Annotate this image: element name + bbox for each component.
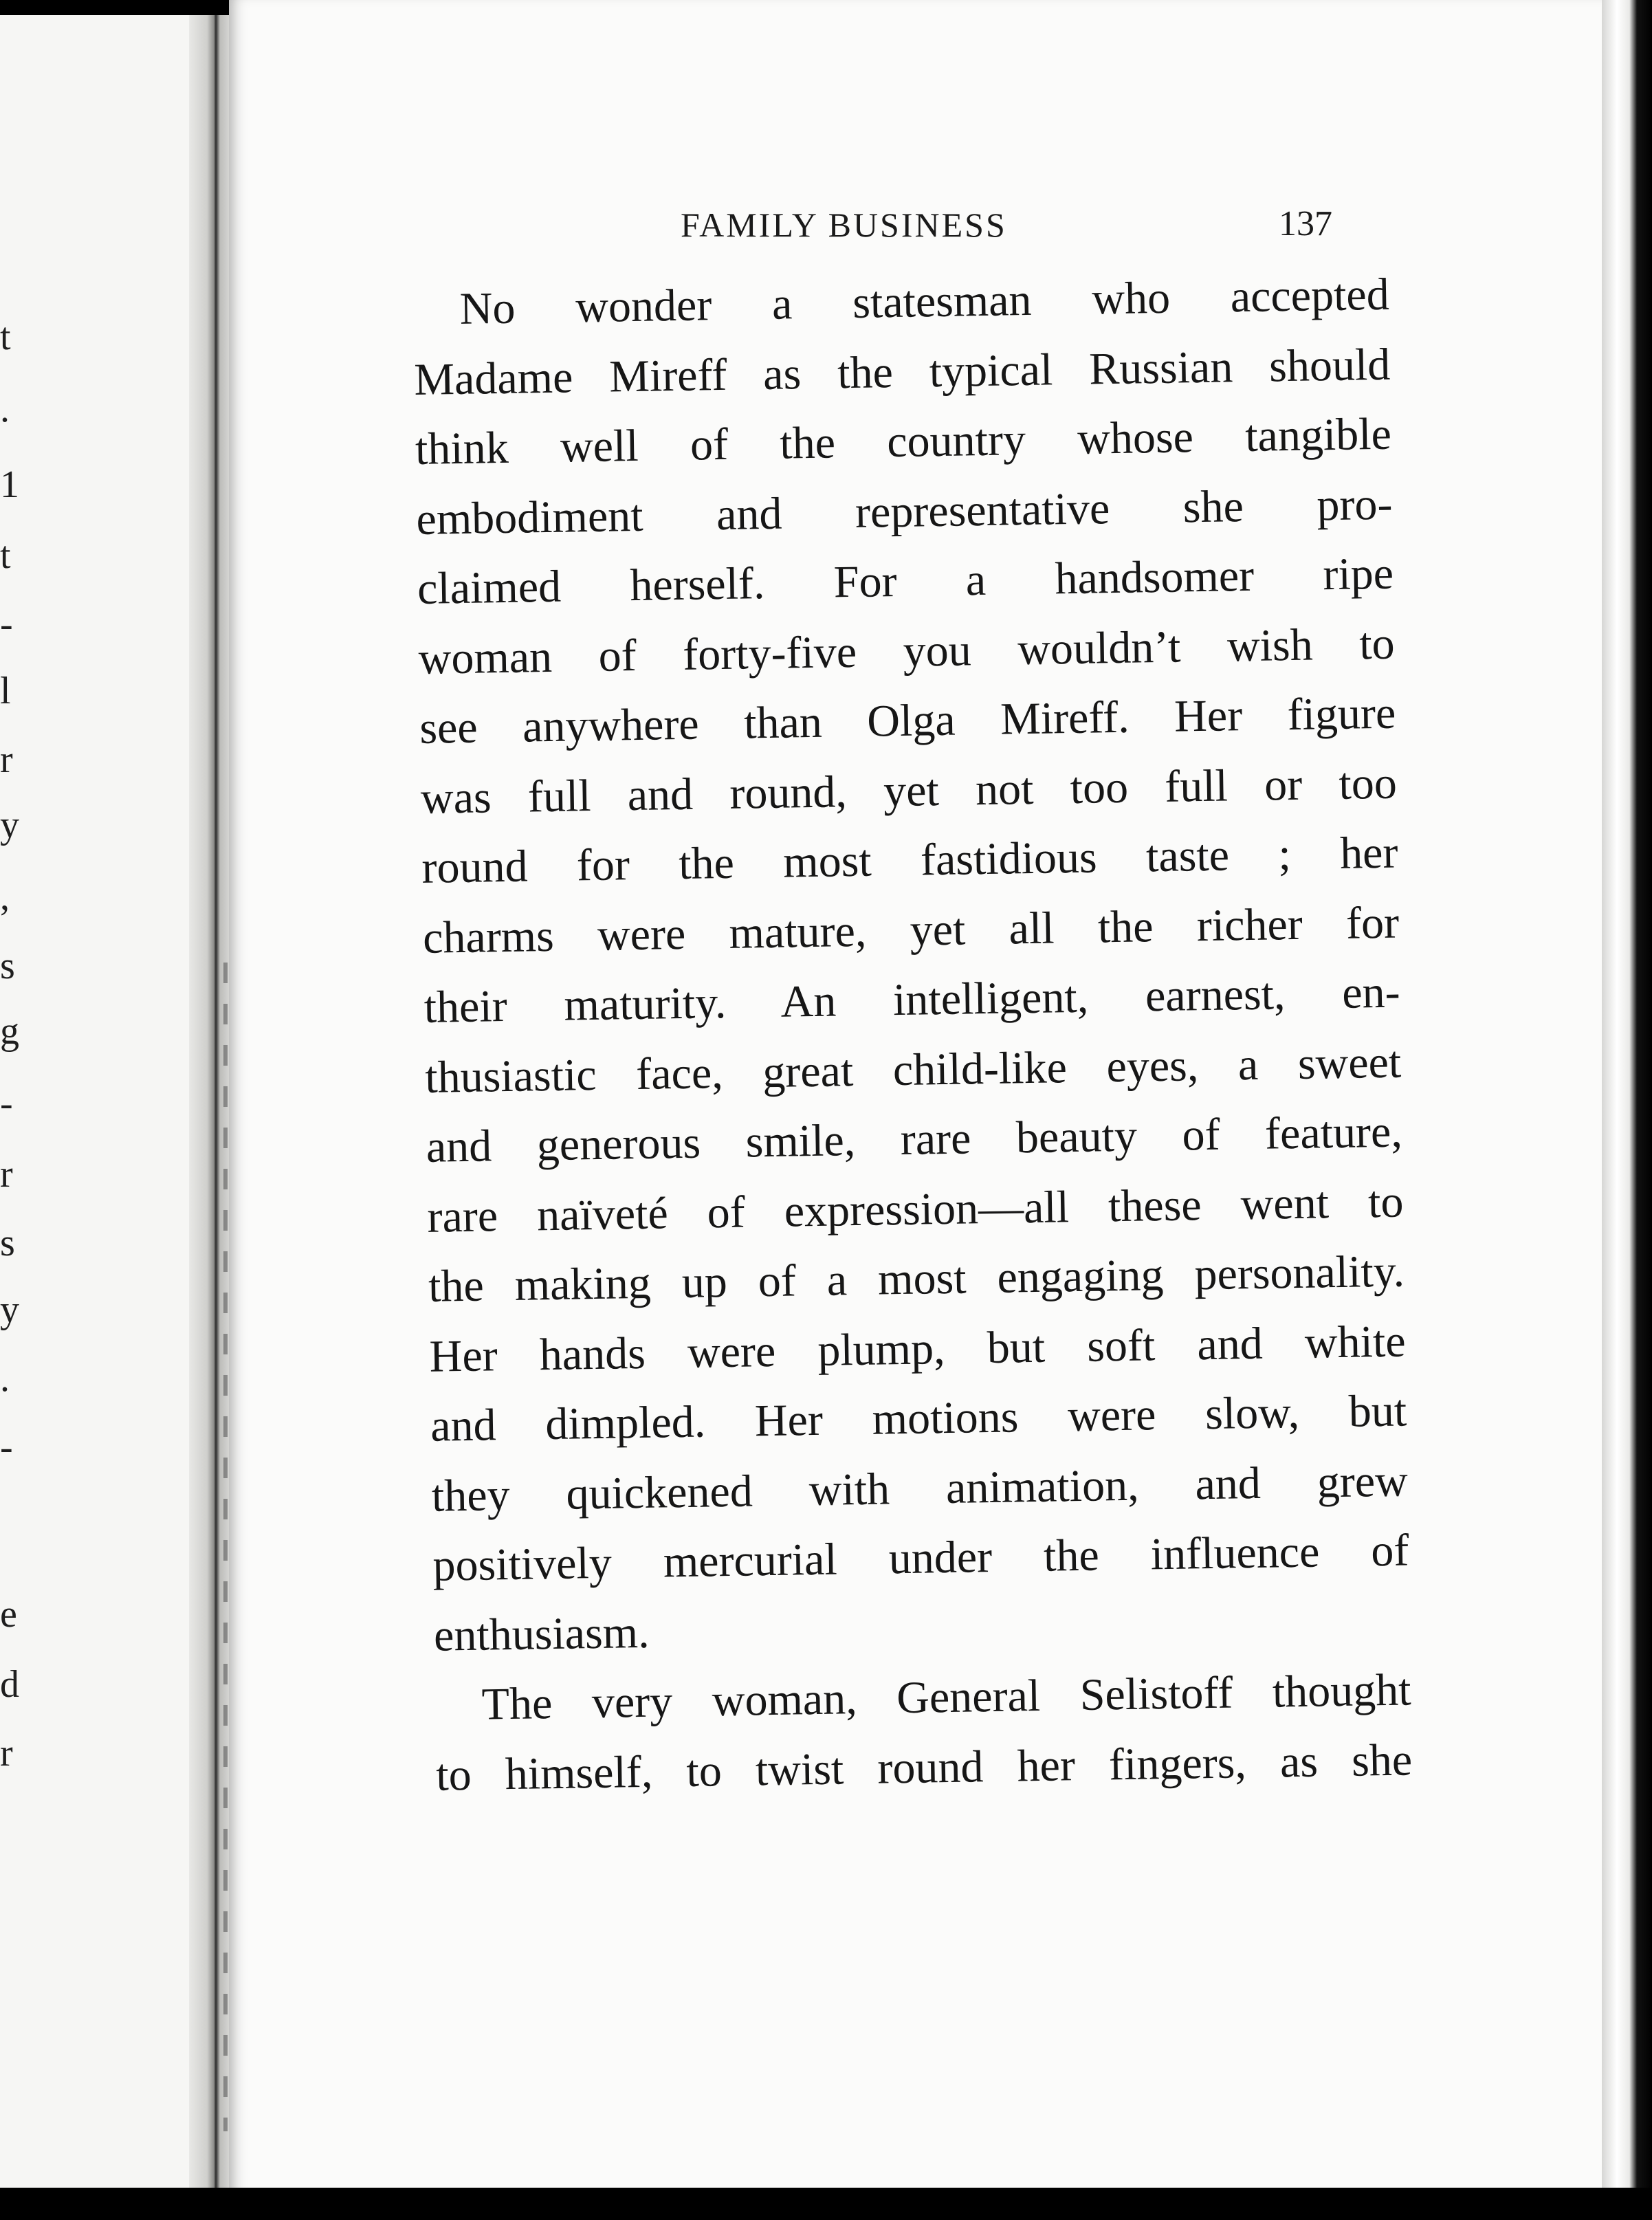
text-line: embodiment and representative she pro-	[416, 479, 1393, 545]
text-line: round for the most fastidious taste ; her	[421, 827, 1398, 893]
text-line: thusiastic face, great child-like eyes, a sweet	[424, 1037, 1402, 1103]
left-page-edge-char: y	[0, 1288, 19, 1331]
text-line: positively mercurial under the influence of	[432, 1525, 1409, 1591]
text-line: see anywhere than Olga Mireff. Her figure	[419, 688, 1396, 754]
text-line: their maturity. An intelligent, earnest, en-	[423, 967, 1401, 1033]
text-line: claimed herself. For a handsomer ripe	[417, 548, 1394, 614]
left-page-edge-char: g	[0, 1010, 19, 1053]
left-page-edge-char: s	[0, 1222, 15, 1264]
left-page-edge-char: l	[0, 670, 11, 712]
left-page-edge-char: y	[0, 804, 19, 846]
text-line: The very woman, General Selistoff thought	[481, 1664, 1412, 1730]
left-page-edge-char: t	[0, 316, 11, 358]
text-line: charms were mature, yet all the richer for	[422, 897, 1400, 963]
left-page-edge-char: 1	[0, 463, 19, 506]
body-text	[412, 260, 1413, 1810]
page-number: 137	[1279, 204, 1332, 243]
text-line: Madame Mireff as the typical Russian should	[413, 339, 1391, 405]
text-line: and generous smile, rare beauty of feature,	[426, 1106, 1403, 1172]
left-page-edge-char: r	[0, 1153, 13, 1196]
text-line: think well of the country whose tangible	[415, 408, 1392, 474]
left-page-edge-char: e	[0, 1593, 17, 1636]
left-page-edge-char: -	[0, 603, 13, 646]
running-head: FAMILY BUSINESS	[681, 206, 1007, 244]
text-line: they quickened with animation, and grew	[431, 1455, 1409, 1521]
text-line: Her hands were plump, but soft and white	[429, 1316, 1407, 1382]
left-page-edge-char: -	[0, 1082, 13, 1125]
left-page-edge-char: ,	[0, 876, 10, 919]
text-line: to himself, to twist round her fingers, as she	[435, 1734, 1413, 1801]
text-line: No wonder a statesman who accepted	[459, 269, 1390, 334]
left-page-edge-char: r	[0, 1732, 13, 1774]
text-line: enthusiasm.	[433, 1607, 650, 1661]
left-page-edge-char: t	[0, 534, 11, 577]
text-line: the making up of a most engaging personality.	[428, 1246, 1405, 1312]
left-page-edge-char: r	[0, 738, 13, 781]
text-line: was full and round, yet not too full or too	[420, 758, 1398, 824]
left-page-edge-char: .	[0, 1357, 10, 1400]
left-page-edge-char: s	[0, 945, 15, 987]
right-page-edge	[1602, 0, 1652, 2220]
text-line: and dimpled. Her motions were slow, but	[430, 1385, 1407, 1451]
text-line: woman of forty-five you wouldn’t wish to	[418, 618, 1396, 684]
left-page-edge-char: d	[0, 1663, 19, 1706]
left-page-edge-char: -	[0, 1426, 13, 1469]
scan-bottom-border	[0, 2188, 1652, 2220]
left-page-edge-char: .	[0, 388, 10, 430]
binding-thread	[223, 963, 228, 2131]
text-line: rare naïveté of expression—all these went to	[426, 1176, 1404, 1242]
